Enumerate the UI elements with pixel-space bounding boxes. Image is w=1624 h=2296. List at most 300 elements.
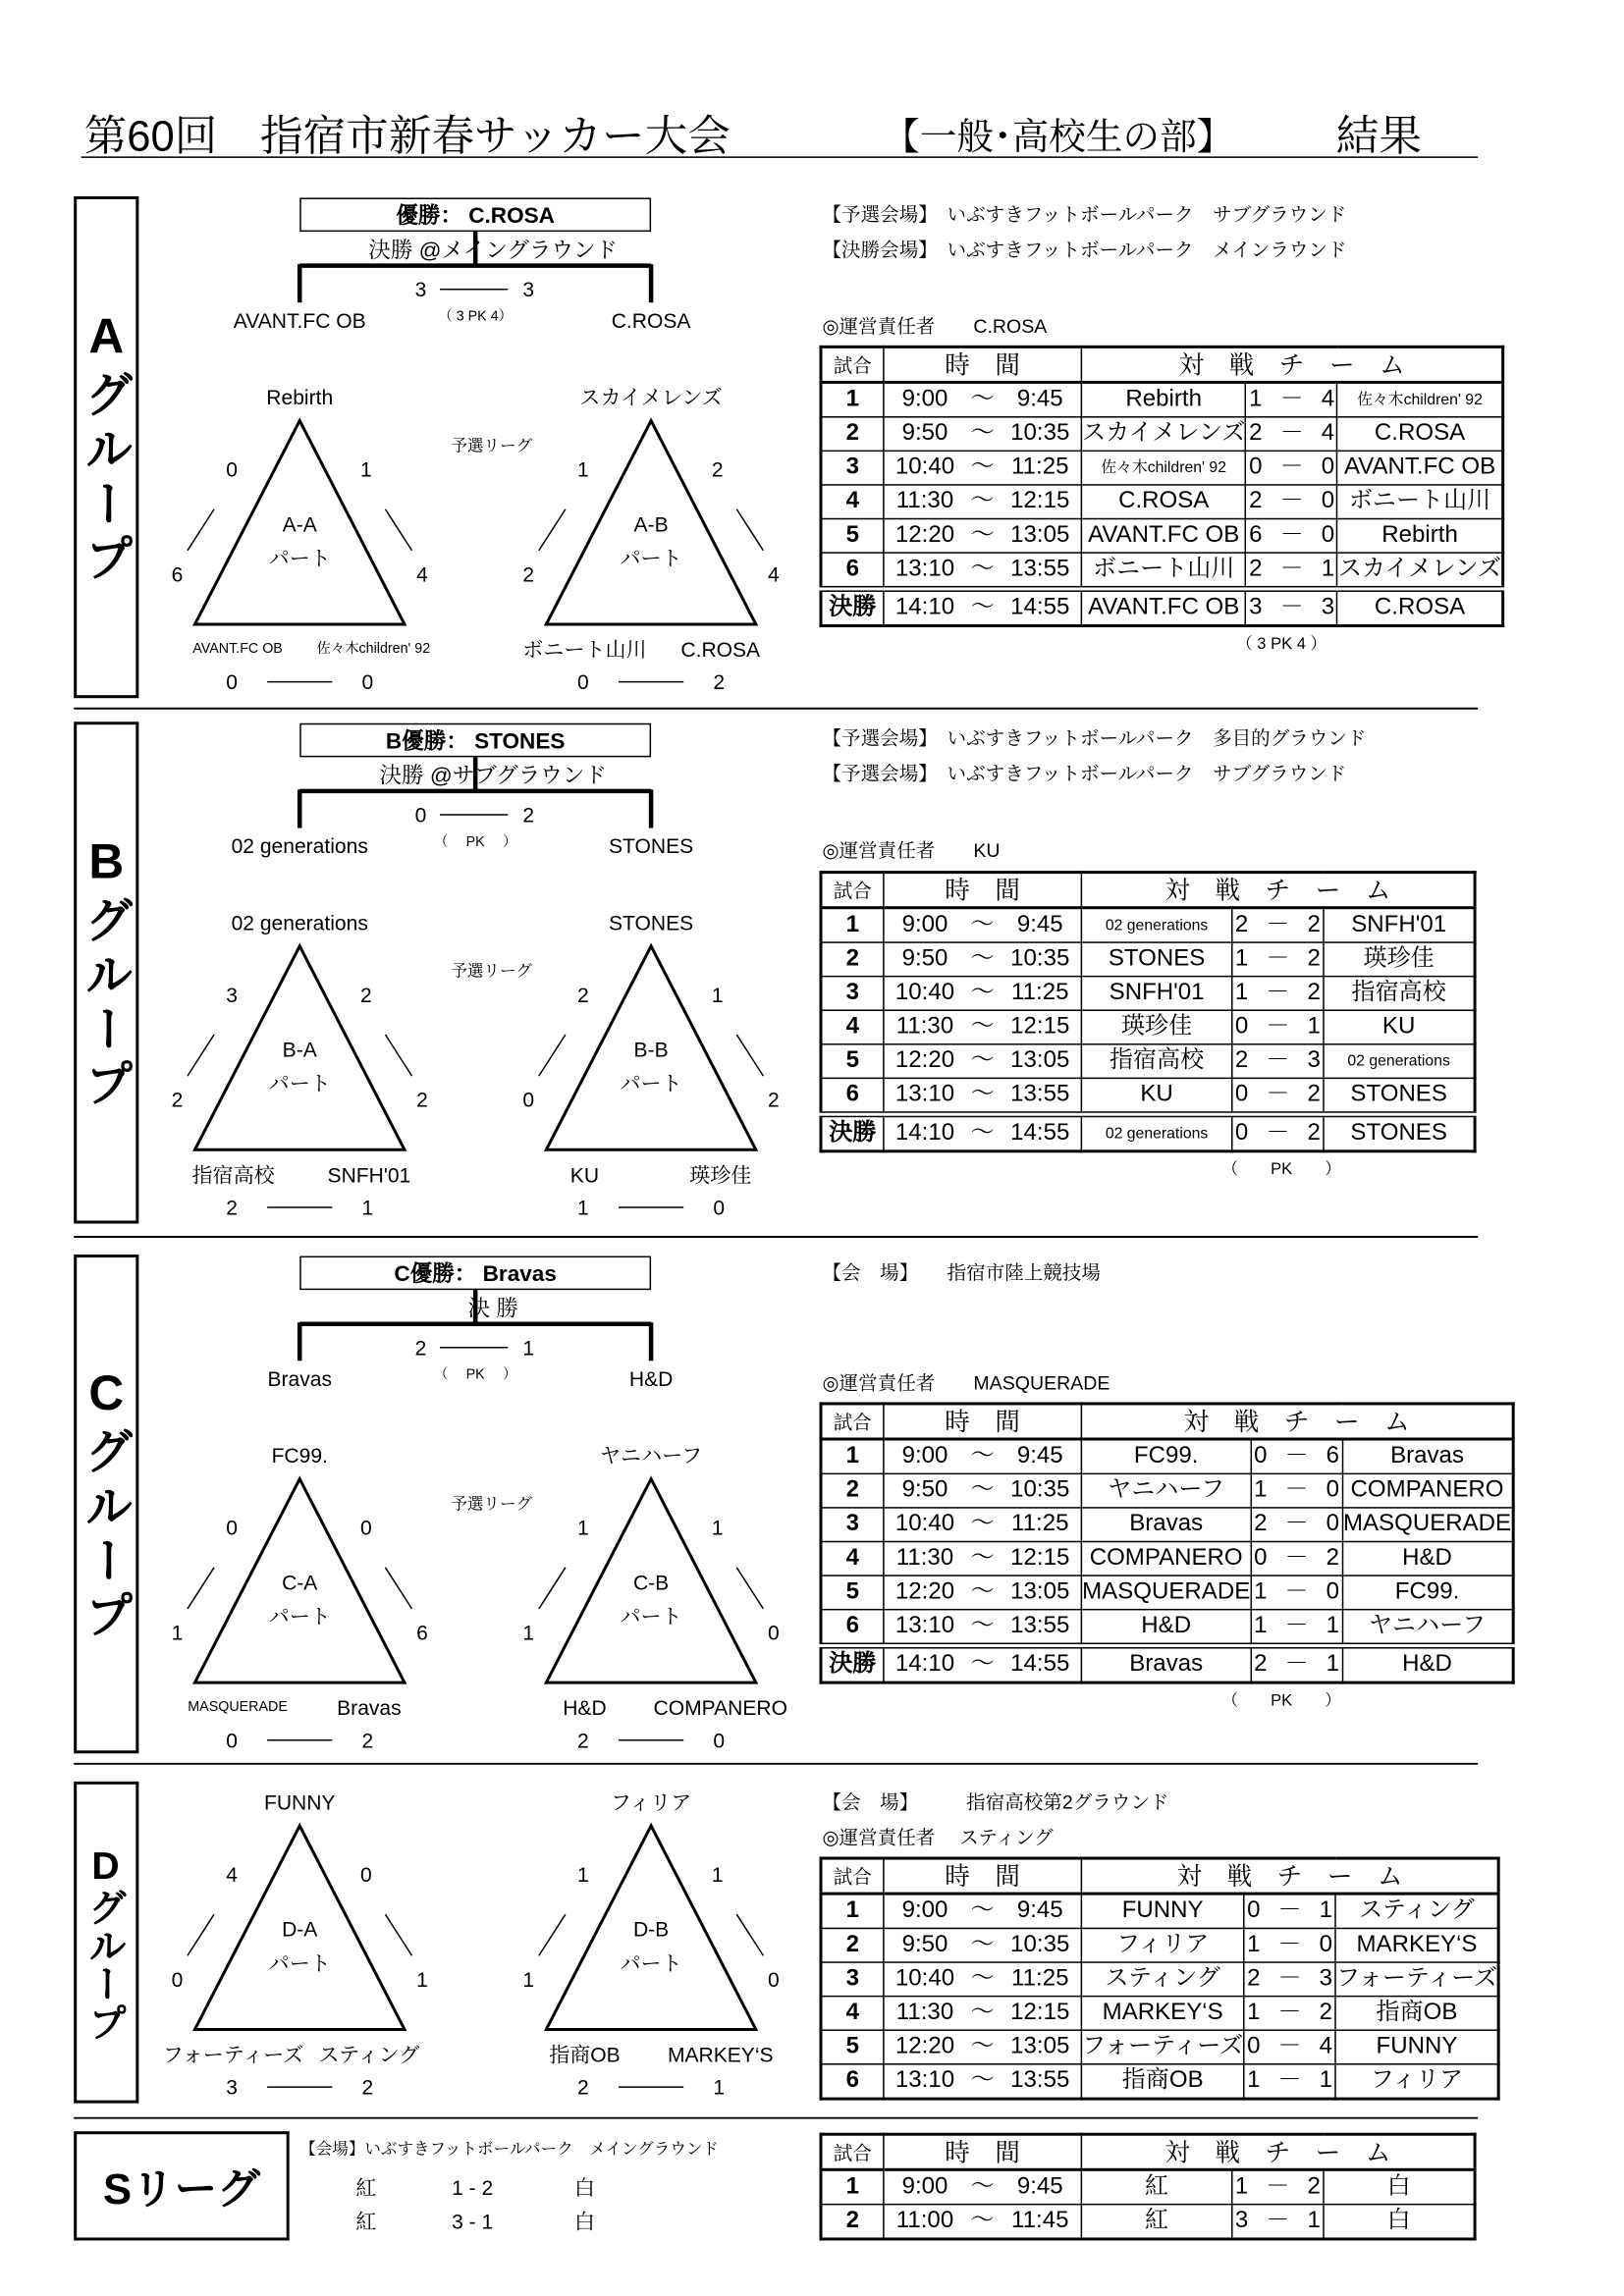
bottom-score-right: 0 <box>713 1728 726 1752</box>
edge-mark <box>539 1035 566 1076</box>
score-dash: － <box>1277 1897 1302 1924</box>
start-time: 14:10 <box>894 1651 955 1678</box>
home-team: 02 generations <box>1081 908 1231 942</box>
away-score: 1 <box>1319 2067 1333 2094</box>
match-score <box>1251 1473 1342 1508</box>
pool-bottom-left: H&D <box>563 1695 607 1720</box>
start-time: 11:00 <box>895 2208 954 2233</box>
start-time: 11:30 <box>895 1545 954 1571</box>
group-label-box <box>74 721 138 1223</box>
manager-text: ◎運営責任者 C.ROSA <box>822 315 1048 338</box>
score-dash: － <box>1284 1545 1309 1571</box>
score-right-bottom: 4 <box>768 561 780 586</box>
s-league-box <box>74 2131 290 2240</box>
final-label: 決勝 @メイングラウンド <box>368 238 619 264</box>
result-score: 1 - 2 <box>452 2175 494 2200</box>
home-team: フィリア <box>1081 1928 1244 1962</box>
home-team: スティング <box>1081 1962 1244 1997</box>
result-score: 3 - 1 <box>452 2209 494 2233</box>
match-number: 1 <box>821 382 884 416</box>
end-time: 13:05 <box>1010 522 1070 548</box>
pool-name: C-A <box>282 1570 318 1594</box>
score-dash: － <box>1277 1932 1302 1957</box>
final-row <box>821 1646 1513 1683</box>
results-table <box>819 1857 1500 2101</box>
start-time: 9:50 <box>901 1932 948 1957</box>
score-left-top: 4 <box>226 1862 238 1887</box>
final-score-right: 1 <box>522 1335 535 1360</box>
end-time: 13:05 <box>1010 1047 1070 1074</box>
table-row <box>821 1894 1499 1928</box>
home-team: C.ROSA <box>1081 485 1246 519</box>
match-time <box>884 1928 1081 1962</box>
home-team: Bravas <box>1081 1646 1251 1683</box>
tilde: ～ <box>970 386 995 412</box>
home-team: 紅 <box>1081 2169 1231 2204</box>
end-time: 13:05 <box>1010 1578 1070 1605</box>
score-right-top: 0 <box>360 1862 372 1887</box>
away-team: STONES <box>1324 1114 1475 1151</box>
pool-part: パート <box>268 546 331 570</box>
tilde: ～ <box>970 1932 995 1957</box>
header-teams: 対 戦 チ ー ム <box>1081 2134 1475 2169</box>
header-teams: 対 戦 チ ー ム <box>1081 347 1502 382</box>
home-score: 1 <box>1254 1578 1268 1605</box>
edge-mark <box>539 1568 566 1609</box>
start-time: 13:10 <box>894 556 955 582</box>
results-table <box>819 1402 1514 1683</box>
pool-name: D-B <box>632 1917 670 1942</box>
final-score-right: 2 <box>522 802 535 828</box>
home-score: 6 <box>1249 522 1263 548</box>
match-number: 2 <box>821 2205 884 2239</box>
away-score: 2 <box>1307 1120 1321 1146</box>
away-score: 2 <box>1307 1082 1321 1107</box>
match-time <box>884 553 1081 589</box>
home-score: 0 <box>1234 1120 1249 1146</box>
score-right-bottom: 0 <box>768 1620 780 1645</box>
pool-bottom-left: フォーティーズ <box>162 2042 304 2067</box>
home-score: 2 <box>1249 556 1263 582</box>
tilde: ～ <box>970 1897 995 1924</box>
result-home: 紅 <box>355 2175 377 2200</box>
away-score: 4 <box>1319 2033 1333 2059</box>
pool-bottom-right: Bravas <box>337 1695 402 1720</box>
group-label: Bグループ <box>79 832 135 1112</box>
tilde: ～ <box>970 488 995 514</box>
tilde: ～ <box>970 2033 995 2059</box>
end-time: 9:45 <box>1016 386 1063 412</box>
manager-text: ◎運営責任者 KU <box>822 838 1001 862</box>
pool-top-team: STONES <box>609 910 694 934</box>
score-dash: － <box>1266 912 1290 937</box>
score-dash: － <box>1279 556 1304 582</box>
home-score: 3 <box>1234 2208 1249 2233</box>
score-dash: － <box>1279 522 1304 548</box>
match-score <box>1246 589 1337 626</box>
home-team: KU <box>1081 1078 1231 1114</box>
score-dash: － <box>1284 1443 1309 1469</box>
results-table <box>819 871 1476 1152</box>
header-teams: 対 戦 チ ー ム <box>1081 1404 1512 1439</box>
match-score <box>1232 2169 1324 2204</box>
home-score: 1 <box>1247 2000 1261 2025</box>
score-left-bottom: 0 <box>522 1088 535 1112</box>
table-pk: （ PK ） <box>1221 1160 1341 1179</box>
away-team: FC99. <box>1342 1575 1512 1610</box>
match-time <box>884 2064 1081 2099</box>
home-score: 2 <box>1254 1651 1268 1678</box>
score-right-bottom: 6 <box>416 1620 428 1645</box>
match-time <box>884 1114 1081 1151</box>
table-header <box>821 873 1475 908</box>
home-score: 0 <box>1249 454 1263 480</box>
score-dash: － <box>1279 594 1304 620</box>
home-team: AVANT.FC OB <box>1081 589 1246 626</box>
bottom-score-right: 2 <box>361 1728 374 1752</box>
home-score: 0 <box>1234 1013 1249 1040</box>
home-score: 0 <box>1254 1443 1268 1469</box>
match-number: 4 <box>821 1010 884 1044</box>
pool-name: B-A <box>282 1038 317 1062</box>
home-score: 2 <box>1254 1511 1268 1537</box>
tilde: ～ <box>970 594 995 620</box>
away-score: 2 <box>1319 2000 1333 2025</box>
home-score: 1 <box>1249 386 1263 412</box>
home-team: AVANT.FC OB <box>1081 519 1246 554</box>
winner-box: B優勝： STONES <box>299 723 651 758</box>
home-team: SNFH'01 <box>1081 977 1231 1011</box>
match-number: 1 <box>821 1894 884 1928</box>
away-team: KU <box>1324 1010 1475 1044</box>
score-left-top: 0 <box>226 1516 238 1540</box>
score-dash: － <box>1266 1013 1290 1040</box>
match-number: 1 <box>821 1439 884 1473</box>
table-row <box>821 1542 1513 1576</box>
start-time: 9:00 <box>901 912 948 937</box>
away-score: 3 <box>1307 1047 1321 1074</box>
pool-part: パート <box>620 1071 682 1095</box>
match-number: 決勝 <box>821 1646 884 1683</box>
score-dash: － <box>1284 1477 1309 1503</box>
score-dash: － <box>1266 2208 1290 2233</box>
home-score: 1 <box>1254 1613 1268 1638</box>
score-right-top: 2 <box>711 457 724 482</box>
match-score <box>1244 2030 1335 2064</box>
score-left-top: 0 <box>226 457 238 482</box>
match-number: 5 <box>821 1575 884 1610</box>
score-dash: － <box>1266 945 1290 972</box>
score-dash: － <box>1279 420 1304 447</box>
final-label: 決勝 @サブグラウンド <box>379 764 607 789</box>
away-team: 白 <box>1324 2205 1475 2239</box>
start-time: 9:50 <box>901 945 948 972</box>
end-time: 9:45 <box>1016 2173 1063 2200</box>
venue-text: 【予選会場】 いぶすきフットボールパーク サブグラウンド <box>822 762 1347 785</box>
home-team: スカイメレンズ <box>1081 417 1246 452</box>
bottom-score-right: 2 <box>713 669 726 694</box>
bottom-score-right: 2 <box>361 2075 374 2100</box>
end-time: 10:35 <box>1010 420 1070 447</box>
away-team: MASQUERADE <box>1342 1508 1512 1542</box>
score-right-top: 1 <box>711 983 724 1007</box>
match-time <box>884 2030 1081 2064</box>
home-score: 2 <box>1249 420 1263 447</box>
match-time <box>884 1575 1081 1610</box>
table-row <box>821 1610 1513 1646</box>
end-time: 14:55 <box>1010 1120 1070 1146</box>
pool-top-team: Rebirth <box>266 385 334 409</box>
league-label: 予選リーグ <box>451 963 533 982</box>
pool-bottom-left: 指商OB <box>549 2042 621 2067</box>
end-time: 12:15 <box>1010 488 1070 514</box>
home-team: フォーティーズ <box>1081 2030 1244 2064</box>
end-time: 10:35 <box>1010 1932 1070 1957</box>
score-left-top: 3 <box>226 983 238 1007</box>
manager-text: ◎運営責任者 スティング <box>822 1826 1054 1849</box>
away-team: COMPANERO <box>1342 1473 1512 1508</box>
score-dash: － <box>1284 1651 1309 1678</box>
tilde: ～ <box>970 2173 995 2200</box>
bottom-score-left: 1 <box>577 1195 589 1219</box>
final-row <box>821 589 1503 626</box>
end-time: 10:35 <box>1010 1477 1070 1503</box>
pool-name: C-B <box>632 1570 670 1594</box>
score-dash: － <box>1284 1613 1309 1638</box>
score-left-bottom: 2 <box>522 561 535 586</box>
match-number: 2 <box>821 1928 884 1962</box>
score-dash: － <box>1277 2067 1302 2094</box>
match-number: 5 <box>821 2030 884 2064</box>
away-score: 0 <box>1319 1932 1333 1957</box>
table-row <box>821 2169 1475 2204</box>
match-score <box>1244 2064 1335 2099</box>
home-team: ヤニハーフ <box>1081 1473 1251 1508</box>
final-team-right: C.ROSA <box>611 308 691 333</box>
start-time: 10:40 <box>894 980 955 1005</box>
away-team: AVANT.FC OB <box>1337 451 1502 485</box>
pool-top-team: スカイメレンズ <box>579 385 723 409</box>
group-label-box <box>74 1255 138 1753</box>
away-score: 6 <box>1326 1443 1340 1469</box>
away-team: H&D <box>1342 1542 1512 1576</box>
header-time: 時 間 <box>884 347 1081 382</box>
match-number: 2 <box>821 942 884 977</box>
start-time: 9:50 <box>901 420 948 447</box>
match-number: 2 <box>821 1473 884 1508</box>
match-number: 4 <box>821 485 884 519</box>
end-time: 11:45 <box>1011 2208 1069 2233</box>
table-row <box>821 1928 1499 1962</box>
tilde: ～ <box>970 1511 995 1537</box>
match-number: 3 <box>821 451 884 485</box>
away-score: 0 <box>1321 454 1335 480</box>
table-row <box>821 2205 1475 2239</box>
page-title: 第60回 指宿市新春サッカー大会 <box>83 113 731 161</box>
match-time <box>884 1542 1081 1576</box>
tilde: ～ <box>970 1613 995 1638</box>
away-score: 1 <box>1321 556 1335 582</box>
away-score: 4 <box>1321 386 1335 412</box>
match-number: 3 <box>821 1508 884 1542</box>
match-time <box>884 2169 1081 2204</box>
away-score: 0 <box>1326 1578 1340 1605</box>
match-score <box>1232 1078 1324 1114</box>
score-dash: － <box>1279 454 1304 480</box>
match-score <box>1251 1646 1342 1683</box>
start-time: 10:40 <box>894 1965 955 1992</box>
pool-bottom-left: KU <box>569 1162 600 1187</box>
match-score <box>1232 977 1324 1011</box>
match-number: 2 <box>821 417 884 452</box>
away-team: 指商OB <box>1335 1997 1498 2031</box>
final-pk: （ PK ） <box>434 833 517 851</box>
score-left-top: 2 <box>577 983 589 1007</box>
pool-name: D-A <box>282 1917 318 1942</box>
end-time: 13:55 <box>1010 2067 1070 2094</box>
results-table <box>819 346 1504 627</box>
match-score <box>1251 1575 1342 1610</box>
pool-top-team: 02 generations <box>231 910 368 934</box>
match-time <box>884 519 1081 554</box>
away-score: 1 <box>1326 1651 1340 1678</box>
match-number: 5 <box>821 1044 884 1079</box>
home-score: 3 <box>1249 594 1263 620</box>
home-score: 0 <box>1234 1082 1249 1107</box>
home-team: Rebirth <box>1081 382 1246 416</box>
match-number: 6 <box>821 2064 884 2099</box>
pool-top-team: FC99. <box>271 1443 328 1468</box>
away-score: 4 <box>1321 420 1335 447</box>
home-team: FUNNY <box>1081 1894 1244 1928</box>
header-match: 試合 <box>821 1404 884 1439</box>
edge-mark <box>385 1914 411 1955</box>
tilde: ～ <box>970 1965 995 1992</box>
pool-name: B-B <box>633 1038 669 1062</box>
final-team-right: STONES <box>609 833 694 858</box>
final-team-right: H&D <box>628 1366 674 1391</box>
end-time: 9:45 <box>1016 1897 1063 1924</box>
pool-part: パート <box>620 546 682 570</box>
final-team-left: 02 generations <box>231 833 368 858</box>
table-header <box>821 2134 1475 2169</box>
score-right-top: 1 <box>711 1516 724 1540</box>
header-match: 試合 <box>821 873 884 908</box>
match-time <box>884 589 1081 626</box>
away-team: 02 generations <box>1324 1044 1475 1079</box>
match-score <box>1244 1962 1335 1997</box>
venue-text: 【予選会場】 いぶすきフットボールパーク 多目的グラウンド <box>822 726 1367 750</box>
pool-bottom-right: 瑛珍佳 <box>689 1162 752 1187</box>
score-left-bottom: 1 <box>522 1620 535 1645</box>
match-score <box>1251 1542 1342 1576</box>
match-time <box>884 451 1081 485</box>
away-team: 佐々木children' 92 <box>1337 382 1502 416</box>
edge-mark <box>736 509 763 551</box>
bottom-score-left: 0 <box>226 1728 238 1752</box>
match-score <box>1246 519 1337 554</box>
table-row <box>821 2064 1499 2099</box>
score-dash: － <box>1284 1511 1309 1537</box>
score-left-bottom: 2 <box>171 1088 184 1112</box>
s-league-table <box>819 2133 1476 2241</box>
edge-mark <box>539 1914 566 1955</box>
final-score-left: 2 <box>414 1335 427 1360</box>
score-left-bottom: 0 <box>171 1967 184 1992</box>
match-number: 決勝 <box>821 589 884 626</box>
bottom-score-left: 0 <box>226 669 238 694</box>
winner-box: 優勝： C.ROSA <box>299 197 651 232</box>
home-team: 指宿高校 <box>1081 1044 1231 1079</box>
home-team: 指商OB <box>1081 2064 1244 2099</box>
home-score: 2 <box>1247 1965 1261 1992</box>
match-number: 3 <box>821 977 884 1011</box>
edge-mark <box>188 1914 214 1955</box>
score-dash: － <box>1284 1578 1309 1605</box>
edge-mark <box>188 509 214 551</box>
match-number: 4 <box>821 1542 884 1576</box>
end-time: 11:25 <box>1011 454 1069 480</box>
score-right-top: 1 <box>360 457 372 482</box>
table-pk: （ PK ） <box>1221 1691 1341 1710</box>
match-time <box>884 382 1081 416</box>
home-team: FC99. <box>1081 1439 1251 1473</box>
score-dash: － <box>1279 488 1304 514</box>
start-time: 9:00 <box>901 1897 948 1924</box>
edge-mark <box>188 1035 214 1076</box>
league-label: 予選リーグ <box>451 1495 533 1514</box>
end-time: 11:25 <box>1011 1965 1069 1992</box>
match-score <box>1244 1928 1335 1962</box>
start-time: 12:20 <box>894 2033 955 2059</box>
score-right-bottom: 0 <box>768 1967 780 1992</box>
pool-name: A-B <box>633 511 669 536</box>
pool-top-team: FUNNY <box>263 1789 336 1814</box>
header-time: 時 間 <box>884 1858 1081 1894</box>
group-label: Dグループ <box>82 1842 129 2042</box>
tilde: ～ <box>970 522 995 548</box>
score-dash: － <box>1266 1120 1290 1146</box>
away-score: 2 <box>1307 912 1321 937</box>
match-time <box>884 417 1081 452</box>
score-right-top: 1 <box>711 1862 724 1887</box>
home-score: 2 <box>1249 488 1263 514</box>
score-left-top: 1 <box>577 1862 589 1887</box>
match-number: 1 <box>821 2169 884 2204</box>
final-score-left: 0 <box>414 802 427 828</box>
start-time: 12:20 <box>894 1047 955 1074</box>
home-score: 2 <box>1234 912 1249 937</box>
start-time: 9:50 <box>901 1477 948 1503</box>
end-time: 9:45 <box>1016 1443 1063 1469</box>
home-score: 1 <box>1234 2173 1249 2200</box>
score-right-bottom: 1 <box>416 1967 428 1992</box>
end-time: 13:55 <box>1010 556 1070 582</box>
away-score: 2 <box>1307 980 1321 1005</box>
group-label-box <box>74 1782 138 2104</box>
away-score: 1 <box>1307 2208 1321 2233</box>
table-row <box>821 942 1475 977</box>
tilde: ～ <box>970 1047 995 1074</box>
end-time: 12:15 <box>1010 1545 1070 1571</box>
away-team: スティング <box>1335 1894 1498 1928</box>
table-header <box>821 347 1503 382</box>
match-time <box>884 1894 1081 1928</box>
tilde: ～ <box>970 1578 995 1605</box>
away-team: C.ROSA <box>1337 417 1502 452</box>
home-team: MASQUERADE <box>1081 1575 1251 1610</box>
pool-bottom-left: AVANT.FC OB <box>192 640 283 658</box>
